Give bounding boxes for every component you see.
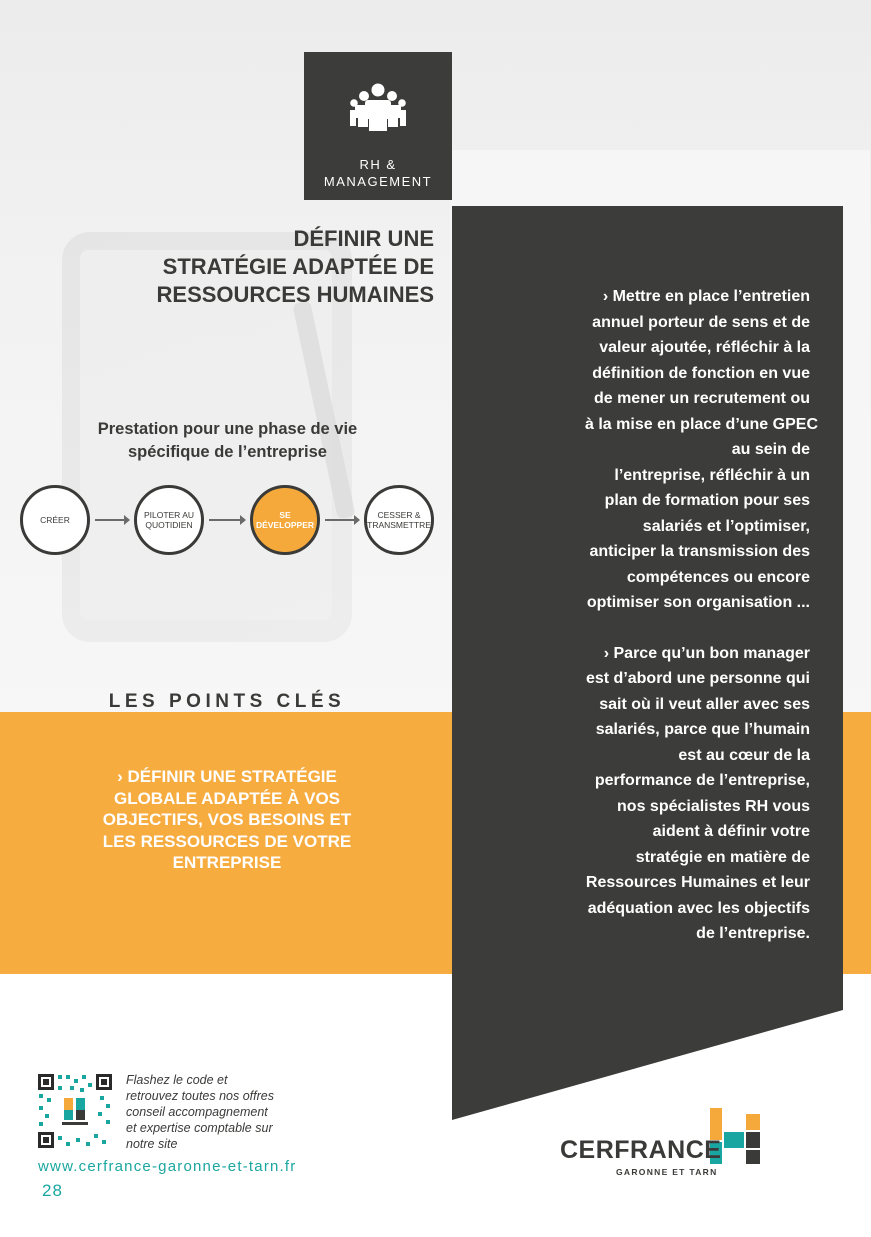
body-line: est au cœur de la: [678, 746, 810, 764]
arrow-icon: [209, 519, 244, 521]
body-line: valeur ajoutée, réfléchir à la: [599, 339, 810, 356]
body-line: sait où il veut aller avec ses: [599, 695, 810, 713]
phase-piloter: [134, 485, 204, 555]
category-label-line1: RH &: [359, 157, 397, 172]
body-line: › Mettre en place l’entretien: [602, 288, 810, 305]
qr-code-icon[interactable]: [36, 1072, 114, 1150]
body-line: nos spécialistes RH vous: [617, 797, 810, 815]
body-line: Ressources Humaines et leur: [585, 874, 810, 891]
body-line: de l’entreprise.: [696, 925, 810, 942]
phase-subtitle: [40, 418, 415, 464]
body-line: aident à définir votre: [652, 823, 810, 840]
category-box: [304, 52, 452, 200]
key-point-line: ENTREPRISE: [172, 853, 282, 872]
phase-creer: [20, 485, 90, 555]
body-text: [490, 284, 818, 972]
title-line2: STRATÉGIE ADAPTÉE DE: [162, 254, 434, 279]
key-point-line: GLOBALE ADAPTÉE À VOS: [113, 788, 341, 808]
body-line: adéquation avec les objectifs: [587, 899, 810, 917]
page-number: 28: [42, 1181, 63, 1200]
qr-caption-line: retrouvez toutes nos offres: [126, 1089, 274, 1103]
qr-caption-line: Flashez le code et: [126, 1073, 228, 1087]
key-point-line: › DÉFINIR UNE STRATÉGIE: [117, 767, 337, 786]
key-points-text: [40, 766, 414, 874]
category-label: [304, 156, 452, 190]
phase-cesser-line1: CESSER &: [377, 510, 421, 520]
qr-caption-line: conseil accompagnement: [126, 1105, 268, 1119]
body-line: stratégie en matière de: [635, 848, 810, 866]
website-link[interactable]: www.cerfrance-garonne-et-tarn.fr: [38, 1158, 297, 1175]
body-line: est d’abord une personne qui: [585, 670, 810, 687]
page-title: [60, 225, 434, 309]
body-line: salariés, parce que l’humain: [595, 721, 810, 738]
phase-creer-label: CRÉER: [40, 515, 70, 525]
arrow-icon: [325, 519, 358, 521]
body-line: salariés et l’optimiser,: [642, 517, 810, 535]
category-label-line2: MANAGEMENT: [323, 174, 433, 189]
qr-caption-line: notre site: [126, 1137, 178, 1151]
body-line: › Parce qu’un bon manager: [603, 644, 810, 662]
body-line: optimiser son organisation ...: [586, 594, 810, 611]
arrow-icon: [95, 519, 128, 521]
phase-developper-line1: SE: [279, 510, 291, 520]
subtitle-line1: Prestation pour une phase de vie: [97, 420, 358, 438]
key-point-line: LES RESSOURCES DE VOTRE: [102, 831, 352, 851]
body-paragraph-2: [490, 641, 810, 947]
phase-cesser-line2: TRANSMETTRE: [367, 520, 431, 530]
team-icon: [349, 82, 407, 132]
title-line3: RESSOURCES HUMAINES: [156, 282, 434, 307]
cerfrance-logo: [560, 1106, 780, 1178]
body-line: performance de l’entreprise,: [594, 772, 810, 789]
body-line: compétences ou encore: [626, 568, 810, 586]
body-line: plan de formation pour ses: [604, 492, 810, 509]
body-line: définition de fonction en vue: [592, 364, 810, 382]
phase-piloter-line1: PILOTER AU: [143, 510, 195, 520]
title-line1: DÉFINIR UNE: [293, 226, 434, 251]
qr-caption-line: et expertise comptable sur: [126, 1121, 273, 1135]
subtitle-line2: spécifique de l’entreprise: [128, 443, 327, 461]
qr-caption: [126, 1072, 326, 1152]
body-line: à la mise en place d’une GPEC: [585, 415, 818, 433]
phase-cesser: [364, 485, 434, 555]
key-points-title: LES POINTS CLÉS: [108, 691, 346, 712]
phase-developper: [250, 485, 320, 555]
body-line: l’entreprise, réfléchir à un: [614, 466, 810, 484]
body-line: au sein de: [731, 441, 810, 458]
logo-word: CERFRANCE: [560, 1136, 722, 1164]
phase-piloter-line2: QUOTIDIEN: [145, 520, 193, 530]
body-line: anticiper la transmission des: [589, 543, 810, 560]
body-line: annuel porteur de sens et de: [592, 313, 810, 331]
logo-subtitle: GARONNE ET TARN: [616, 1167, 718, 1177]
phase-developper-line2: DÉVELOPPER: [255, 520, 315, 530]
lifecycle-phases: [0, 480, 450, 570]
key-point-line: OBJECTIFS, VOS BESOINS ET: [102, 810, 352, 829]
body-paragraph-1: [490, 284, 818, 616]
body-line: de mener un recrutement ou: [593, 390, 810, 407]
